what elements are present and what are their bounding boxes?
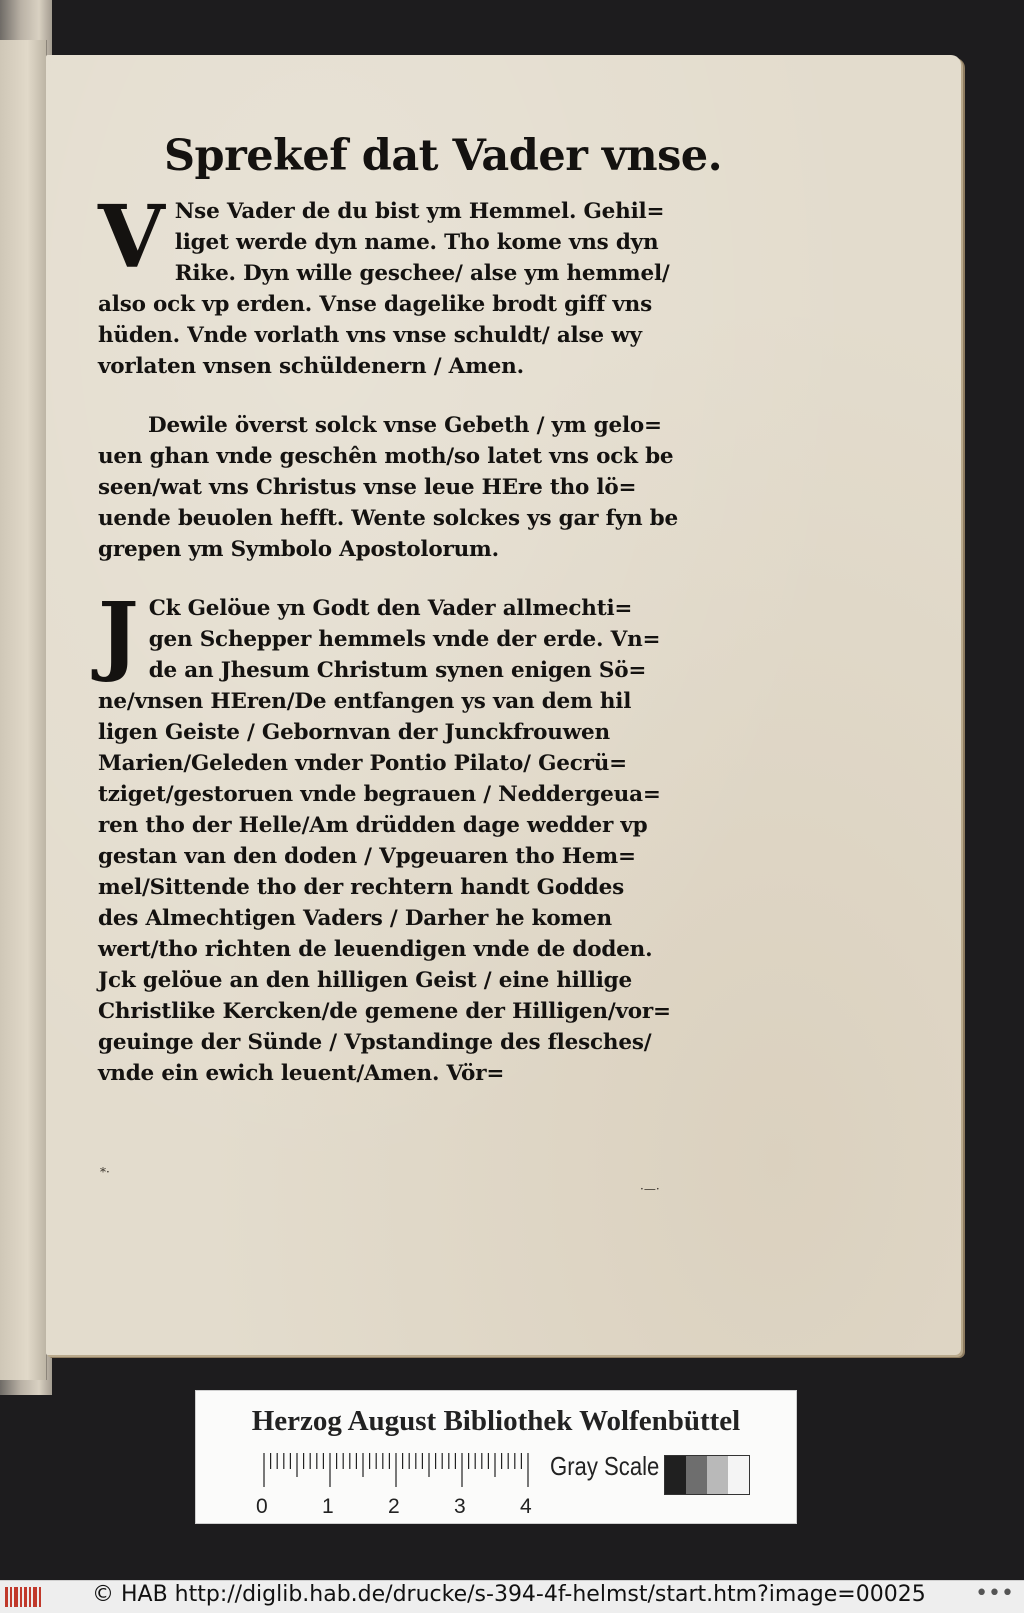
text-line: Christlike Kercken/de gemene der Hilligen/vor=: [98, 999, 671, 1024]
text-line: Dewile överst solck vnse Gebeth / ym gelo=: [148, 413, 662, 438]
dropcap: J: [98, 584, 139, 685]
more-dots-icon[interactable]: •••: [975, 1581, 1014, 1606]
text-line: gen Schepper hemmels vnde der erde. Vn=: [148, 627, 661, 652]
dropcap: V: [98, 187, 165, 288]
ink-speck: ·—·: [640, 1182, 660, 1196]
swatch-dark-gray: [686, 1456, 707, 1494]
ruler-number: 3: [454, 1495, 466, 1518]
text-line: also ock vp erden. Vnse dagelike brodt giff vns: [98, 292, 652, 317]
ruler-number: 1: [322, 1495, 334, 1518]
text-line-last: [98, 1058, 738, 1089]
text-line: hüden. Vnde vorlath vns vnse schuldt/ alse wy: [98, 323, 642, 348]
text-line: seen/wat vns Christus vnse leue HEre tho lö=: [98, 475, 637, 500]
gray-scale-swatch: [664, 1455, 750, 1495]
text-line: vorlaten vnsen schüldenern / Amen.: [98, 354, 524, 379]
text-line: liget werde dyn name. Tho kome vns dyn: [174, 230, 659, 255]
text-line: de an Jhesum Christum synen enigen Sö=: [148, 658, 647, 683]
text-line: mel/Sittende tho der rechtern handt Goddes: [98, 875, 625, 900]
page-text: [98, 128, 738, 1117]
text-line: Nse Vader de du bist ym Hemmel. Gehil=: [174, 199, 665, 224]
page-heading: Sprekef dat Vader vnse.: [164, 131, 723, 181]
text-line: uen ghan vnde geschên moth/so latet vns ock be: [98, 444, 674, 469]
swatch-black: [665, 1456, 686, 1494]
swatch-light-gray: [707, 1456, 728, 1494]
text-line: grepen ym Symbolo Apostolorum.: [98, 537, 499, 562]
ruler-scale: [262, 1453, 532, 1489]
gray-scale-label: Gray Scale: [550, 1451, 660, 1481]
catchword: Vör=: [446, 1061, 505, 1086]
library-color-card: [195, 1390, 797, 1524]
text-line: wert/tho richten de leuendigen vnde de doden.: [98, 937, 653, 962]
library-name: Herzog August Bibliothek Wolfenbüttel: [251, 1405, 741, 1437]
text-line: uende beuolen hefft. Wente solckes ys gar fyn be: [98, 506, 678, 531]
text-line: gestan van den doden / Vpgeuaren tho Hem=: [98, 844, 636, 869]
text-line: Ck Gelöue yn Godt den Vader allmechti=: [148, 596, 633, 621]
text-line: tziget/gestoruen vnde begrauen / Neddergeua=: [98, 782, 661, 807]
text-line: Rike. Dyn wille geschee/ alse ym hemmel/: [174, 261, 670, 286]
text-line: des Almechtigen Vaders / Darher he komen: [98, 906, 612, 931]
swatch-white: [728, 1456, 749, 1494]
paragraph-lords-prayer: [98, 187, 738, 382]
paragraph-creed: [98, 584, 738, 1089]
barcode-icon: [4, 1585, 44, 1609]
ruler-number: 4: [520, 1495, 532, 1518]
ruler-number: 0: [256, 1495, 268, 1518]
closing-text: vnde ein ewich leuent/Amen.: [98, 1061, 440, 1086]
text-line: ligen Geiste / Gebornvan der Junckfrouwen: [98, 720, 610, 745]
paragraph-transition: [98, 410, 738, 565]
text-line: Jck gelöue an den hilligen Geist / eine hillige: [98, 968, 632, 993]
text-line: ne/vnsen HEren/De entfangen ys van dem hil: [98, 689, 632, 714]
text-line: Marien/Geleden vnder Pontio Pilato/ Gecrü=: [98, 751, 627, 776]
ruler-number: 2: [388, 1495, 400, 1518]
left-page-edge: [0, 40, 47, 1380]
text-line: geuinge der Sünde / Vpstandinge des flesches/: [98, 1030, 652, 1055]
ink-speck: *·: [100, 1165, 110, 1179]
text-line: ren tho der Helle/Am drüdden dage wedder vp: [98, 813, 648, 838]
copyright-url[interactable]: © HAB http://diglib.hab.de/drucke/s-394-4f-helmst/start.htm?image=00025: [92, 1582, 926, 1607]
status-bar: [0, 1580, 1024, 1613]
